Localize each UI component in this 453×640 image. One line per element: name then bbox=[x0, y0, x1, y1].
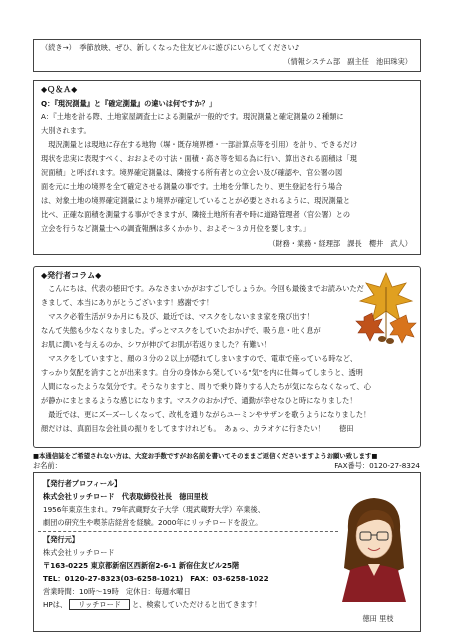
column-line: こんにちは、代表の徳田です。みなさまいかがおすごしでしょうか。今回も最後までお読みいただ bbox=[41, 284, 364, 293]
qa-answer-line: 立会を行うなど測量士への調査報酬は多くかかり、およそ〜３カ月位を要します。」 bbox=[41, 224, 310, 233]
unsubscribe-notice: ■本通信誌をご希望されない方は、大変お手数ですがお名前を書いてそのままご返信くださいますようお願い致します■ bbox=[33, 452, 378, 460]
divider bbox=[38, 531, 338, 532]
continuation-box bbox=[33, 39, 421, 72]
qa-answer-line: は、対象土地の境界確定測量により境界が確定していることが必要とされるように、現況測量と bbox=[41, 196, 351, 205]
qa-answer-line: 現状を忠実に表現すべく、おおよその寸法・面積・高さ等を知る為に行い、算出される面積は「現 bbox=[41, 154, 357, 163]
portrait-caption: 徳田 里枝 bbox=[362, 614, 394, 623]
qa-question: Q：『現況測量』と『確定測量』の違いは何ですか？」 bbox=[41, 99, 217, 108]
issuer-tel-fax: TEL：0120-27-8323(03-6258-1021) FAX：03-6258-1022 bbox=[43, 574, 269, 583]
hp-line bbox=[43, 600, 261, 610]
portrait-illustration bbox=[338, 490, 410, 610]
column-line: 顔だけは、真面目な会社員の振りをしてますけれども。 あぁっ、カラオケに行きたい！ 徳田 bbox=[41, 424, 354, 433]
column-line: マスク必着生活が９か月にも及び、最近では、マスクをしないまま家を飛び出す！ bbox=[41, 312, 314, 321]
bio-line-2: 劇団の研究生や喫茶店経営を経験。2000年にリッチロードを設立。 bbox=[43, 518, 263, 527]
qa-author: （財務・業務・経理部 課長 櫻井 武人） bbox=[268, 239, 412, 248]
column-line: 人間になったような気分です。そうなりますと、周りで乗り降りする人たちが気にならなくなって、心 bbox=[41, 382, 371, 391]
issuer-company: 株式会社リッチロード bbox=[43, 548, 115, 557]
issuer-address: 〒163-0225 東京都新宿区西新宿2-6-1 新宿住友ビル25階 bbox=[43, 561, 240, 570]
continuation-author: （情報システム部 副主任 池田珠実） bbox=[283, 57, 412, 66]
column-line: が静かにまとまるような感じになります。マスクのおかげで、通勤が幸せなひと時になりました！ bbox=[41, 396, 357, 405]
publisher-column-box bbox=[33, 266, 421, 448]
company-ceo: 株式会社リッチロード 代表取締役社長 徳田里枝 bbox=[43, 492, 209, 501]
qa-answer-line: 況面積」と呼ばれます。境界確定測量は、隣接する所有者との立会い及び確認や、官公署の図 bbox=[41, 168, 343, 177]
column-line: 最近では、更にズーズーしくなって、改札を通りながらユーミンやサザンを歌うようになりました！ bbox=[41, 410, 371, 419]
issuer-title: 【発行元】 bbox=[43, 535, 79, 544]
column-line: お肌に潤いを与えるのか、シワが伸びてお肌が若返りました？有難い！ bbox=[41, 340, 272, 349]
fax-number: FAX番号：0120-27-8324 bbox=[334, 461, 420, 470]
qa-heading: ◆Ｑ＆Ａ◆ bbox=[41, 85, 78, 94]
qa-answer-line: A：『土地を計る際、土地家屋調査士による測量が一般的です。現況測量と確定測量の２種類に bbox=[41, 112, 344, 121]
qa-box bbox=[33, 80, 421, 255]
qa-answer-line: 現況測量とは現地に存在する地物（塀・既存境界標・一部計算点等を引用）を計り、できるだけ bbox=[41, 140, 358, 149]
qa-answer-line: 比べ、正確な面積を測量する事ができますが、隣接土地所有者や時に道路管理者（官公署）との bbox=[41, 210, 351, 219]
bio-line-1: 1956年東京生まれ。79年武蔵野女子大学（現武蔵野大学）卒業後、 bbox=[43, 505, 265, 514]
continuation-text: （続き→） 季節放映、ぜひ、新しくなった住友ビルに遊びにいらしてください♪ bbox=[41, 43, 300, 52]
column-line: なんて失態も少なくなりました。ずっとマスクをしていたおかげで、吸う息・吐く息が bbox=[41, 326, 321, 335]
column-line: きまして、本当にありがとうございます！感謝です！ bbox=[41, 298, 214, 307]
qa-answer-line: 大別されます。 bbox=[41, 126, 91, 135]
profile-title: 【発行者プロフィール】 bbox=[43, 479, 122, 488]
hp-prefix: HPは、 bbox=[43, 600, 68, 609]
column-line: すっかり気配を消すことが出来ます。自分の身体から発している"気"を内に仕舞ってしまうと、透明 bbox=[41, 368, 363, 377]
business-hours: 営業時間：10時〜19時 定休日：毎週水曜日 bbox=[43, 587, 191, 596]
name-label: お名前： bbox=[33, 461, 62, 470]
column-heading: ◆発行者コラム◆ bbox=[41, 271, 102, 280]
qa-answer-line: 面を元に土地の境界を全て確定させる測量の事です。土地を分筆したり、更生登記を行う場合 bbox=[41, 182, 343, 191]
column-line: マスクをしていますと、顔の３分の２以上が隠れてしまいますので、電車で座っている時など、 bbox=[41, 354, 358, 363]
hp-search-box: リッチロード bbox=[69, 599, 130, 610]
hp-suffix: と、検索していただけると出てきます！ bbox=[131, 600, 262, 609]
autumn-leaves-icon bbox=[352, 269, 420, 347]
